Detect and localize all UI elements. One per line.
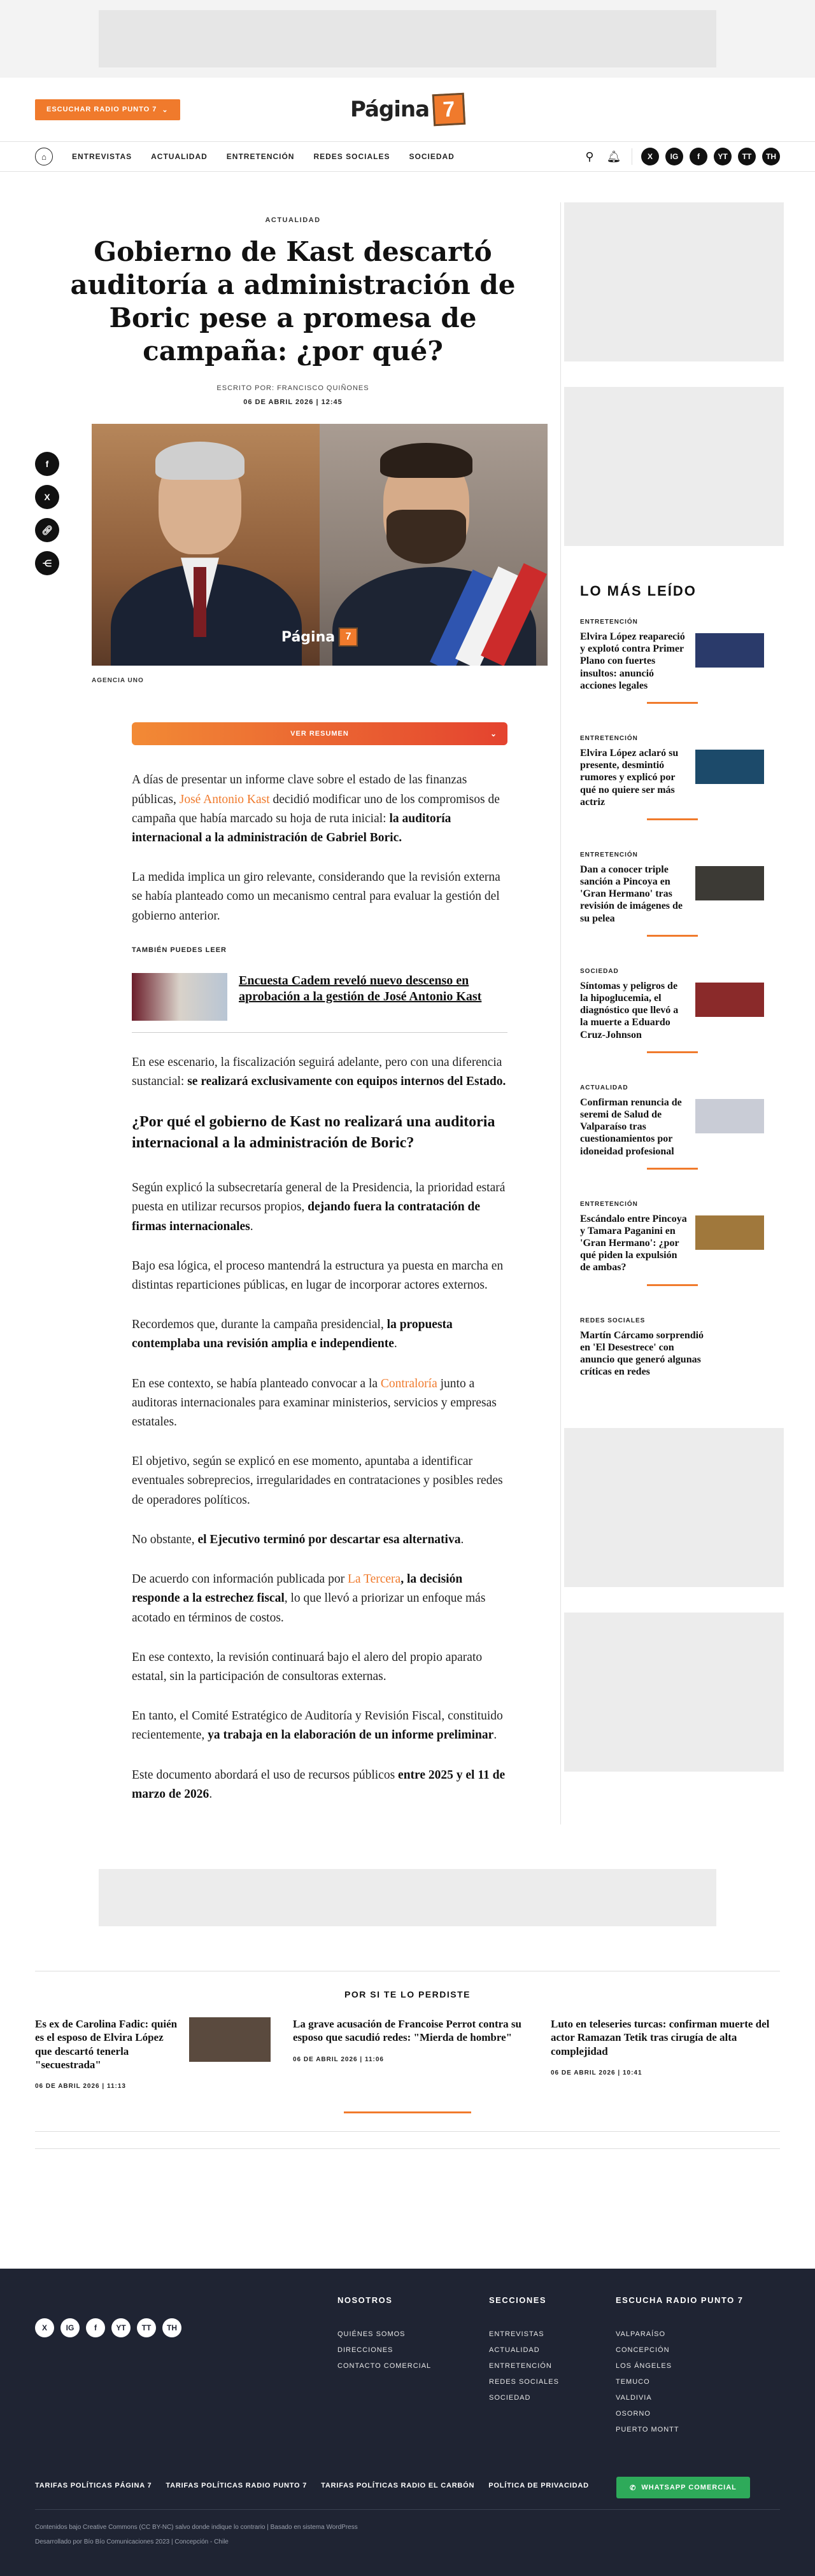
paragraph: En tanto, el Comité Estratégico de Auditoría y Revisión Fiscal, constituido recientemente, ya trabaja en la elaboración de un informe preliminar. (132, 1709, 503, 1742)
link-kast[interactable]: José Antonio Kast (179, 792, 270, 806)
footer-col-nosotros: NOSOTROS QUIÉNES SOMOS DIRECCIONES CONTACTO COMERCIAL (337, 2295, 432, 2370)
paragraph: En ese contexto, la revisión continuará bajo el alero del propio aparato estatal, sin la participación de consultoras externas. (132, 1650, 483, 1683)
most-read-title: LO MÁS LEÍDO (580, 583, 697, 599)
most-read-thumbnail[interactable] (695, 1215, 764, 1250)
article-hero-image (92, 424, 548, 666)
most-read-item[interactable]: ENTRETENCIÓN Elvira López reapareció y explotó contra Primer Plano con fuertes insultos: anunció acciones legales (580, 599, 764, 716)
article-byline: ESCRITO POR: FRANCISCO QUIÑONES (216, 384, 369, 393)
main-nav (0, 141, 815, 172)
site-footer (0, 2269, 815, 2576)
article-body (132, 771, 507, 1804)
instagram-icon[interactable]: IG (665, 148, 683, 165)
top-ad-area (0, 0, 815, 78)
related-title[interactable]: Encuesta Cadem reveló nuevo descenso en aprobación a la gestión de José Antonio Kast (239, 973, 482, 1004)
missed-card[interactable]: Es ex de Carolina Fadic: quién es el esposo de Elvira López que descartó tenerla "secuestrada" 06 DE ABRIL 2026 | 11:13 (35, 2017, 271, 2090)
tiktok-icon[interactable]: TT (137, 2318, 156, 2337)
paragraph: Según explicó la subsecretaría general de la Presidencia, la prioridad estará puesta en utilizar recursos propios, dejando fuera la contratación de firmas internacionales. (132, 1181, 506, 1233)
missed-section-title: POR SI TE LO PERDISTE (344, 1989, 471, 2000)
share-x-icon[interactable]: X (35, 485, 59, 509)
threads-icon[interactable]: TH (762, 148, 780, 165)
share-icon[interactable]: ⋲ (35, 551, 59, 575)
footer-links: TARIFAS POLÍTICAS PÁGINA 7 TARIFAS POLÍTICAS RADIO PUNTO 7 TARIFAS POLÍTICAS RADIO EL CARBÓN POLÍTICA DE PRIVACIDAD (35, 2482, 589, 2489)
sidebar-ad[interactable] (564, 387, 784, 546)
paragraph: En ese contexto, se había planteado convocar a la Contraloría junto a auditoras internacionales para examinar ministerios, servicios y empresas estatales. (132, 1376, 497, 1429)
most-read-thumbnail[interactable] (695, 750, 764, 784)
paragraph: Bajo esa lógica, el proceso mantendrá la estructura ya puesta en marcha en distintas reparticiones públicas, en lugar de incorporar actores externos. (132, 1259, 504, 1292)
site-header (0, 78, 815, 141)
link-contraloria[interactable]: Contraloría (380, 1376, 437, 1390)
sidebar-ad[interactable] (564, 1613, 784, 1772)
footer-col-secciones: SECCIONES ENTREVISTAS ACTUALIDAD ENTRETENCIÓN REDES SOCIALES SOCIEDAD (489, 2295, 559, 2402)
most-read-item[interactable]: REDES SOCIALES Martín Cárcamo sorprendió en 'El Desestrece' con anuncio que generó algunas críticas en redes (580, 1317, 704, 1378)
x-icon[interactable]: X (35, 2318, 54, 2337)
sidebar-ad[interactable] (564, 1428, 784, 1587)
most-read-thumbnail[interactable] (695, 983, 764, 1017)
article-category[interactable]: ACTUALIDAD (265, 216, 321, 224)
instagram-icon[interactable]: IG (60, 2318, 80, 2337)
chevron-down-icon: ⌄ (490, 729, 497, 739)
tiktok-icon[interactable]: TT (738, 148, 756, 165)
footer-social (35, 2318, 181, 2337)
related-article[interactable] (132, 973, 507, 1033)
youtube-icon[interactable]: YT (714, 148, 732, 165)
facebook-icon[interactable]: f (86, 2318, 105, 2337)
paragraph: De acuerdo con información publicada por La Tercera, la decisión responde a la estrechez fiscal, lo que llevó a priorizar un enfoque más acotado en términos de costos. (132, 1572, 486, 1625)
top-ad-banner[interactable] (99, 10, 716, 67)
related-thumbnail[interactable] (132, 973, 227, 1021)
image-caption: AGENCIA UNO (92, 677, 144, 685)
logo-badge: 7 (432, 93, 466, 127)
radio-button-label: ESCUCHAR RADIO PUNTO 7 (46, 106, 157, 113)
share-facebook-icon[interactable]: f (35, 452, 59, 476)
most-read-item[interactable]: ENTRETENCIÓN Dan a conocer triple sanción a Pincoya en 'Gran Hermano' tras revisión de imágenes de su pelea (580, 832, 764, 949)
most-read-item[interactable]: ENTRETENCIÓN Escándalo entre Pincoya y Tamara Paganini en 'Gran Hermano': ¿por qué piden la expulsión de ambas? (580, 1182, 764, 1298)
whatsapp-button[interactable]: ✆ WHATSAPP COMERCIAL (616, 2477, 750, 2498)
paragraph: Recordemos que, durante la campaña presidencial, la propuesta contemplaba una revisión amplia e independiente. (132, 1318, 453, 1351)
missed-section (35, 1971, 780, 2149)
bottom-ad-banner[interactable] (99, 1869, 716, 1926)
most-read-thumbnail[interactable] (695, 1099, 764, 1133)
paragraph: Este documento abordará el uso de recursos públicos entre 2025 y el 11 de marzo de 2026. (132, 1768, 506, 1801)
whatsapp-icon: ✆ (630, 2484, 637, 2492)
most-read-item[interactable]: ACTUALIDAD Confirman renuncia de seremi de Salud de Valparaíso tras cuestionamientos por idoneidad profesional (580, 1065, 764, 1182)
article (35, 202, 551, 1824)
sidebar-ad[interactable] (564, 202, 784, 361)
image-watermark: Página 7 (281, 627, 358, 647)
nav-item-entretencion[interactable]: ENTRETENCIÓN (226, 152, 295, 161)
share-bar (35, 452, 59, 575)
paragraph: A días de presentar un informe clave sobre el estado de las finanzas públicas, José Antonio Kast decidió modificar uno de los compromisos de campaña que había marcado su hoja de ruta inicial: la auditoría internacional a la administración de Gabriel Boric. (132, 773, 500, 844)
chevron-down-icon: ⌄ (162, 106, 169, 114)
missed-card[interactable]: Luto en teleseries turcas: confirman muerte del actor Ramazan Tetik tras cirugía de alta complejidad 06 DE ABRIL 2026 | 10:41 (551, 2018, 770, 2076)
youtube-icon[interactable]: YT (111, 2318, 131, 2337)
nav-item-sociedad[interactable]: SOCIEDAD (409, 152, 455, 161)
article-date: 06 DE ABRIL 2026 | 12:45 (243, 398, 343, 407)
nav-item-redes-sociales[interactable]: REDES SOCIALES (313, 152, 390, 161)
facebook-icon[interactable]: f (690, 148, 707, 165)
paragraph: En ese escenario, la fiscalización seguirá adelante, pero con una diferencia sustancial: se realizará exclusivamente con equipos internos del Estado. (132, 1055, 506, 1089)
most-read-item[interactable]: ENTRETENCIÓN Elvira López aclaró su presente, desmintió rumores y explicó por qué no quiere ser más actriz (580, 716, 764, 832)
most-read-item[interactable]: SOCIEDAD Síntomas y peligros de la hipoglucemia, el diagnóstico que llevó a la muerte a Eduardo Cruz-Johnson (580, 949, 764, 1065)
site-logo[interactable] (350, 94, 465, 125)
nav-item-actualidad[interactable]: ACTUALIDAD (151, 152, 208, 161)
article-subheading: ¿Por qué el gobierno de Kast no realizará una auditoria internacional a la administración de Boric? (132, 1114, 495, 1151)
most-read-thumbnail[interactable] (695, 633, 764, 668)
missed-card[interactable]: La grave acusación de Francoise Perrot contra su esposo que sacudió redes: "Mierda de hombre" 06 DE ABRIL 2026 | 11:06 (293, 2018, 521, 2063)
bell-icon[interactable]: 🔔︎ (606, 150, 621, 163)
most-read-thumbnail[interactable] (695, 866, 764, 900)
logo-text: Página (350, 97, 430, 122)
paragraph: El objetivo, según se explicó en ese momento, apuntaba a identificar eventuales sobreprecios, irregularidades en contrataciones y posibles redes de operadores políticos. (132, 1455, 503, 1507)
search-icon[interactable]: ⚲ (585, 150, 594, 163)
missed-thumbnail[interactable] (189, 2017, 271, 2062)
footer-col-radio: ESCUCHA RADIO PUNTO 7 VALPARAÍSO CONCEPCIÓN LOS ÁNGELES TEMUCO VALDIVIA OSORNO PUERTO MONTT (616, 2295, 744, 2433)
threads-icon[interactable]: TH (162, 2318, 181, 2337)
copy-link-icon[interactable]: 🔗︎ (35, 518, 59, 542)
also-read-label: TAMBIÉN PUEDES LEER (132, 946, 227, 954)
see-summary-button[interactable]: VER RESUMEN ⌄ (132, 722, 507, 745)
paragraph: No obstante, el Ejecutivo terminó por descartar esa alternativa. (132, 1532, 464, 1546)
article-title: Gobierno de Kast descartó auditoría a administración de Boric pese a promesa de campaña: ¿por qué? (70, 236, 516, 367)
copyright: Contenidos bajo Creative Commons (CC BY-NC) salvo donde indique lo contrario | Basado en sistema WordPress Desarrollado por Bío Bío Comunicaciones 2023 | Concepción - Chile (35, 2524, 358, 2545)
x-icon[interactable]: X (641, 148, 659, 165)
home-icon[interactable]: ⌂ (35, 148, 53, 165)
nav-item-entrevistas[interactable]: ENTREVISTAS (72, 152, 132, 161)
paragraph: La medida implica un giro relevante, considerando que la revisión externa se había planteado como un mecanismo central para evaluar la gestión del gobierno anterior. (132, 871, 500, 923)
link-la-tercera[interactable]: La Tercera (347, 1572, 401, 1586)
listen-radio-button[interactable] (35, 99, 180, 120)
sidebar (560, 202, 780, 1824)
